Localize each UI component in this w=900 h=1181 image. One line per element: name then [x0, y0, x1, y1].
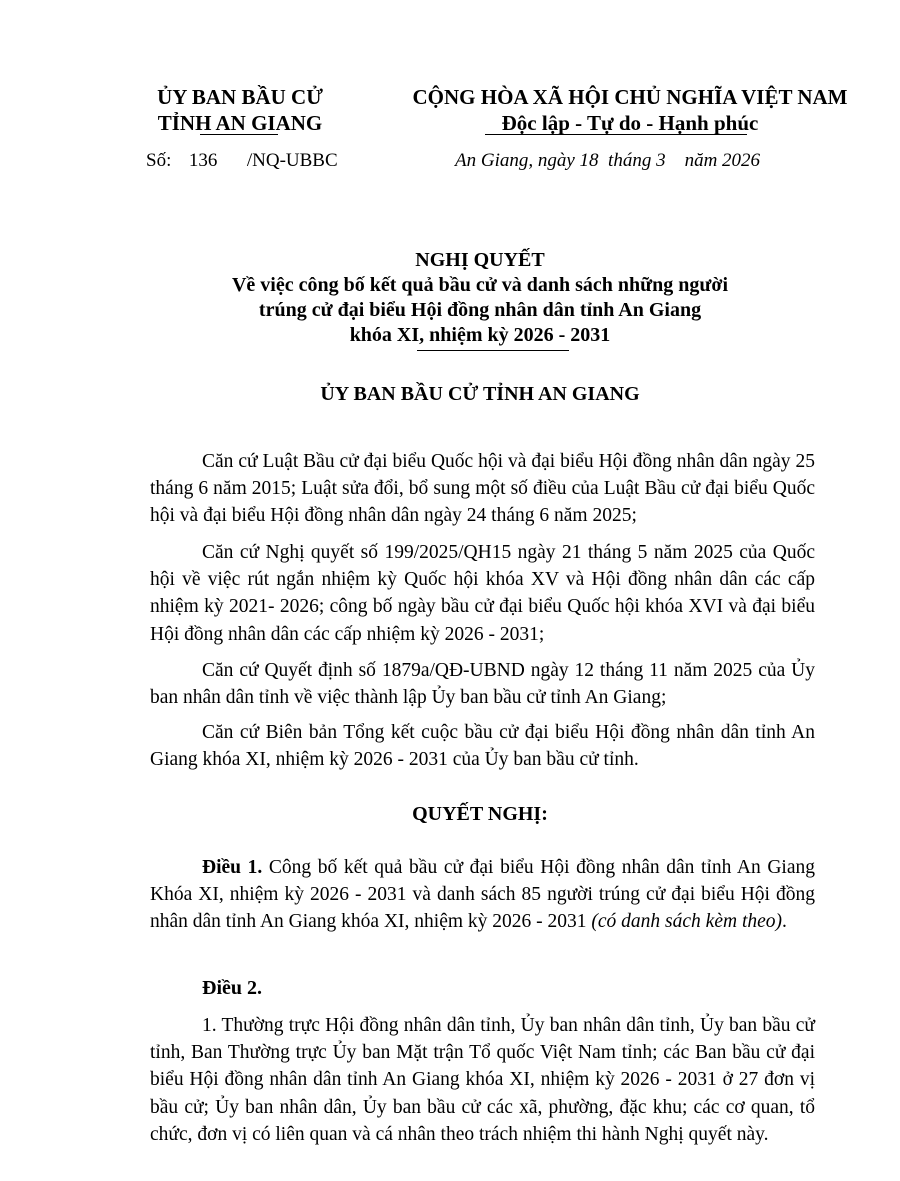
article-1-text: Công bố kết quả bầu cử đại biểu Hội đồng nhân dân tỉnh An Giang Khóa XI, nhiệm kỳ 2026 - 2031 và danh sách 85 người trúng cử đại biểu Hội đồng nhân dân tỉnh An Giang khóa XI, nhiệm kỳ 2026 - 2031: [150, 857, 815, 933]
document-title: [120, 248, 840, 348]
title-line-1: Về việc công bố kết quả bầu cử và danh sách những người: [231, 274, 729, 296]
article-2-label: Điều 2.: [202, 977, 262, 999]
preamble-paragraph: Căn cứ Luật Bầu cử đại biểu Quốc hội và đại biểu Hội đồng nhân dân ngày 25 tháng 6 năm 2015; Luật sửa đổi, bổ sung một số điều của Luật Bầu cử đại biểu Quốc hội và đại biểu Hội đồng nhân dân ngày 24 tháng 6 năm 2025;: [150, 451, 815, 527]
article-1-note: (có danh sách kèm theo): [591, 911, 783, 933]
doc-number-suffix: /NQ-UBBC: [246, 150, 338, 171]
national-motto: [380, 84, 880, 136]
doc-number-value: 136: [188, 150, 218, 171]
document-number: [146, 150, 338, 172]
title-line-3: khóa XI, nhiệm kỳ 2026 - 2031: [349, 324, 611, 346]
title-underline: [417, 350, 569, 351]
document-type: NGHỊ QUYẾT: [415, 249, 545, 271]
motto-line-2: Độc lập - Tự do - Hạnh phúc: [501, 111, 759, 135]
issuing-agency: [120, 84, 360, 136]
title-line-2: trúng cử đại biểu Hội đồng nhân dân tỉnh An Giang: [258, 299, 702, 321]
agency-line-2: TỈNH AN GIANG: [157, 111, 323, 135]
agency-underline: [200, 134, 278, 135]
motto-underline: [485, 134, 747, 135]
doc-number-label: Số:: [146, 150, 172, 171]
issuer-heading: ỦY BAN BẦU CỬ TỈNH AN GIANG: [320, 383, 640, 405]
preamble-paragraph: Căn cứ Biên bản Tổng kết cuộc bầu cử đại biểu Hội đồng nhân dân tỉnh An Giang khóa XI, nhiệm kỳ 2026 - 2031 của Ủy ban bầu cử tỉnh.: [150, 722, 815, 771]
place-date: An Giang, ngày 18 tháng 3 năm 2026: [455, 150, 761, 171]
preamble-paragraph: Căn cứ Nghị quyết số 199/2025/QH15 ngày 21 tháng 5 năm 2025 của Quốc hội về việc rút ngắn nhiệm kỳ Quốc hội khóa XV và Hội đồng nhân dân các cấp nhiệm kỳ 2021- 2026; công bố ngày bầu cử đại biểu Quốc hội khóa XVI và đại biểu Hội đồng nhân dân các cấp nhiệm kỳ 2026 - 2031;: [150, 542, 815, 645]
preamble-paragraph: Căn cứ Quyết định số 1879a/QĐ-UBND ngày 12 tháng 11 năm 2025 của Ủy ban nhân dân tỉnh về việc thành lập Ủy ban bầu cử tỉnh An Giang;: [150, 660, 815, 709]
resolves-heading: QUYẾT NGHỊ:: [412, 803, 548, 825]
motto-line-1: CỘNG HÒA XÃ HỘI CHỦ NGHĨA VIỆT NAM: [412, 85, 848, 109]
agency-line-1: ỦY BAN BẦU CỬ: [157, 85, 323, 109]
article-1-label: Điều 1.: [202, 857, 263, 878]
article-1: Điều 1. Công bố kết quả bầu cử đại biểu Hội đồng nhân dân tỉnh An Giang Khóa XI, nhiệm kỳ 2026 - 2031 và danh sách 85 người trúng cử đại biểu Hội đồng nhân dân tỉnh An Giang khóa XI, nhiệm kỳ 2026 - 2031 (có danh sách kèm theo).: [150, 857, 815, 933]
article-2-clause-1: 1. Thường trực Hội đồng nhân dân tỉnh, Ủy ban nhân dân tỉnh, Ủy ban bầu cử tỉnh, Ban Thường trực Ủy ban Mặt trận Tổ quốc Việt Nam tỉnh; các Ban bầu cử đại biểu Hội đồng nhân dân tỉnh An Giang khóa XI, nhiệm kỳ 2026 - 2031 ở 27 đơn vị bầu cử; Ủy ban nhân dân, Ủy ban bầu cử các xã, phường, đặc khu; các cơ quan, tổ chức, đơn vị có liên quan và cá nhân theo trách nhiệm thi hành Nghị quyết này.: [150, 1015, 815, 1145]
